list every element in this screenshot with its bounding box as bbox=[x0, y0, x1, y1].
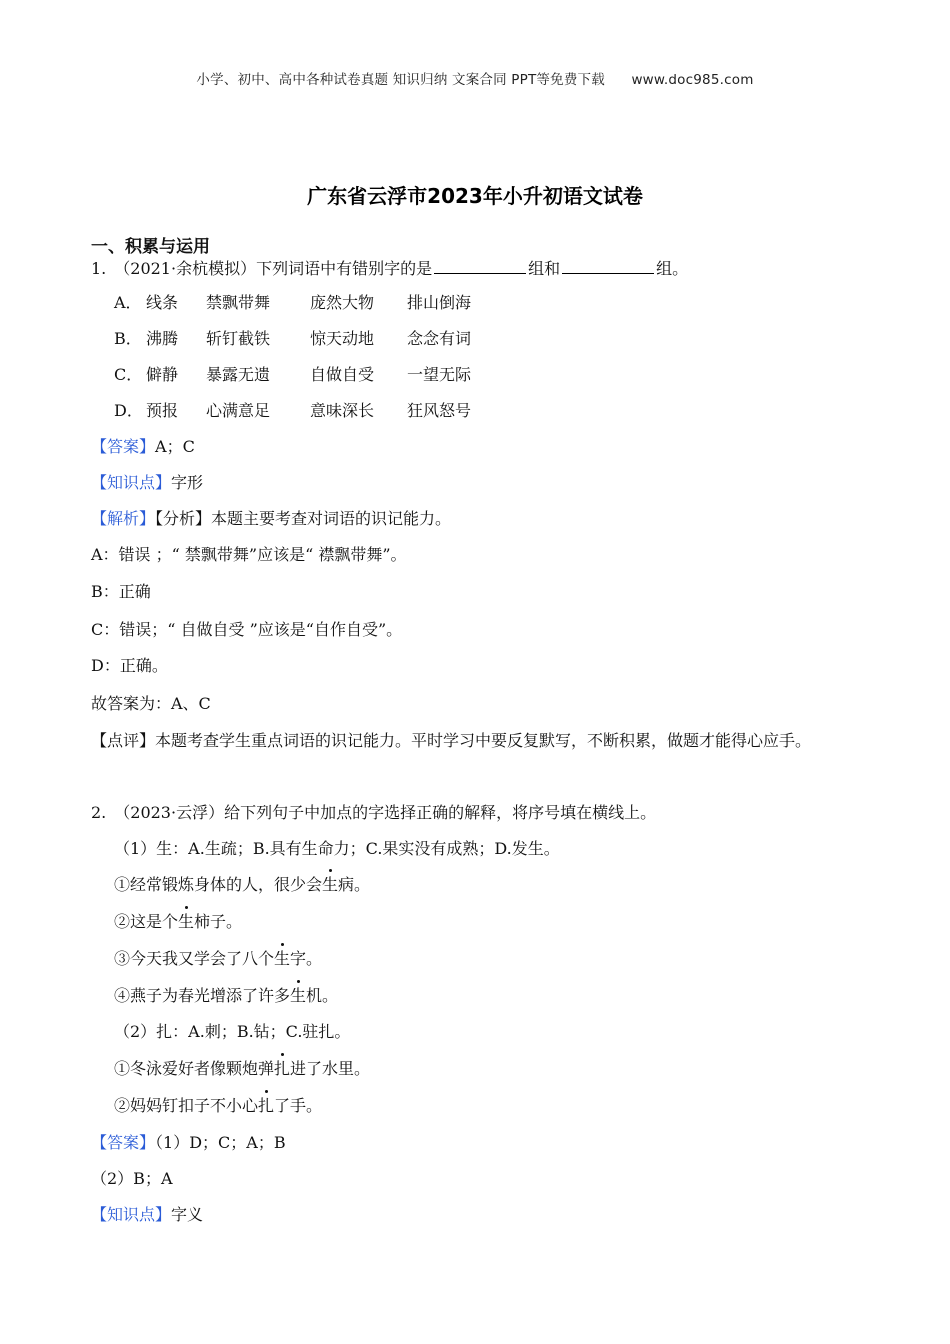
page-header bbox=[0, 68, 950, 88]
q2-stem: 2. （2023·云浮）给下列句子中加点的字选择正确的解释，将序号填在横线上。 bbox=[91, 803, 657, 822]
q2-part2-item: ②妈妈钉扣子不小心扎了手。 bbox=[114, 1096, 323, 1115]
answer-tag: 【答案】 bbox=[91, 437, 156, 456]
q2-part1-item: ④燕子为春光增添了许多生机。 bbox=[114, 986, 339, 1005]
q1-comment: 【点评】本题考查学生重点词语的识记能力。平时学习中要反复默写，不断积累，做题才能得心应手。 bbox=[91, 731, 812, 750]
q1-blank-2[interactable] bbox=[562, 259, 654, 274]
section-heading: 一、积累与运用 bbox=[91, 237, 210, 257]
q2-answer-2: （2）B；A bbox=[91, 1169, 173, 1188]
q2-knowledge: 【知识点】字义 bbox=[91, 1205, 204, 1224]
q1-analysis-b: B：正确 bbox=[91, 582, 151, 601]
q2-part2-item: ①冬泳爱好者像颗炮弹扎进了水里。 bbox=[114, 1059, 371, 1078]
q1-knowledge: 【知识点】字形 bbox=[91, 473, 204, 492]
dotted-char: 扎 bbox=[258, 1096, 275, 1115]
q2-answer: 【答案】（1）D；C；A；B bbox=[91, 1133, 286, 1152]
analysis-tag: 【解析】 bbox=[91, 509, 156, 528]
q1-stem: 1. （2021·余杭模拟）下列词语中有错别字的是 组和 组。 bbox=[91, 259, 689, 278]
header-site[interactable]: www.doc985.com bbox=[631, 72, 754, 88]
knowledge-tag: 【知识点】 bbox=[91, 1205, 172, 1224]
answer-tag: 【答案】 bbox=[91, 1133, 156, 1152]
q2-part1-item: ②这是个生柿子。 bbox=[114, 912, 243, 931]
dotted-char: 生 bbox=[290, 986, 307, 1005]
q2-part1-definitions: （1）生：A.生疏；B.具有生命力；C.果实没有成熟；D.发生。 bbox=[114, 839, 560, 858]
q1-analysis-d: D：正确。 bbox=[91, 656, 168, 675]
q2-part2-definitions: （2）扎：A.刺；B.钻；C.驻扎。 bbox=[114, 1022, 351, 1041]
dotted-char: 扎 bbox=[274, 1059, 291, 1078]
header-text: 小学、初中、高中各种试卷真题 知识归纳 文案合同 PPT等免费下载 bbox=[196, 72, 605, 88]
dotted-char: 生 bbox=[322, 875, 339, 894]
page-title: 广东省云浮市2023年小升初语文试卷 bbox=[307, 184, 643, 208]
q1-analysis-c: C：错误；“ 自做自受 ”应该是“自作自受”。 bbox=[91, 620, 403, 639]
q1-analysis-conclusion: 故答案为：A、C bbox=[91, 694, 211, 713]
knowledge-tag: 【知识点】 bbox=[91, 473, 172, 492]
q2-part1-item: ①经常锻炼身体的人，很少会生病。 bbox=[114, 875, 371, 894]
q1-answer: 【答案】A；C bbox=[91, 437, 195, 456]
dotted-char: 生 bbox=[274, 949, 291, 968]
q1-blank-1[interactable] bbox=[434, 259, 526, 274]
dotted-char: 生 bbox=[178, 912, 195, 931]
q1-analysis: 【解析】【分析】本题主要考查对词语的识记能力。 bbox=[91, 509, 452, 528]
q2-part1-item: ③今天我又学会了八个生字。 bbox=[114, 949, 323, 968]
q1-analysis-a: A：错误 ；“ 禁飘带舞”应该是“ 襟飘带舞”。 bbox=[91, 545, 407, 564]
